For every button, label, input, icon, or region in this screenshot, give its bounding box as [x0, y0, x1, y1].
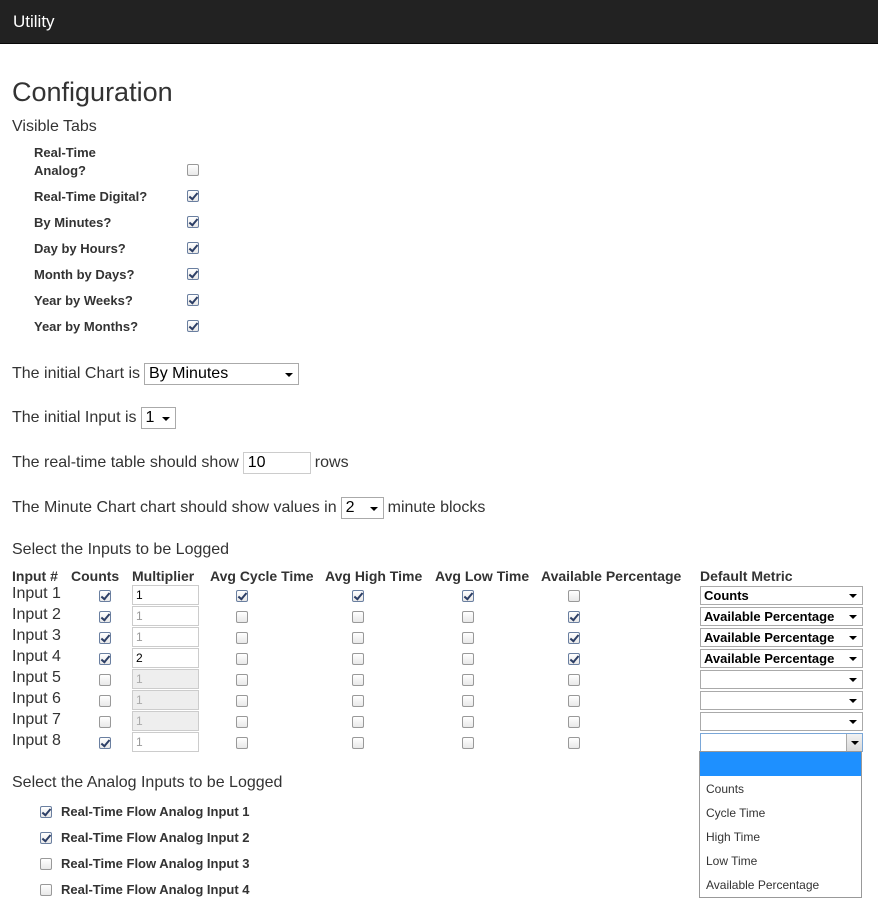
checkbox-analog-input-2[interactable] — [40, 832, 52, 844]
input-5-avg-low-time-checkbox[interactable] — [462, 674, 474, 686]
input-3-default-metric-value: Available Percentage — [704, 630, 835, 645]
input-2-counts-checkbox[interactable] — [99, 611, 111, 623]
column-header-avg-high-time: Avg High Time — [325, 568, 423, 584]
input-5-multiplier-field[interactable]: 1 — [132, 669, 199, 689]
input-3-avg-high-time-checkbox[interactable] — [352, 632, 364, 644]
analog-input-4-label: Real-Time Flow Analog Input 4 — [61, 882, 250, 897]
checkbox-analog-input-3[interactable] — [40, 858, 52, 870]
tab-label-line: Real-Time — [34, 145, 96, 160]
input-3-default-metric-select[interactable] — [700, 628, 863, 647]
chevron-down-icon — [849, 636, 857, 640]
input-3-label: Input 3 — [12, 627, 61, 644]
input-1-available-percentage-checkbox[interactable] — [568, 590, 580, 602]
input-6-avg-high-time-checkbox[interactable] — [352, 695, 364, 707]
initial-input-value: 1 — [145, 409, 155, 426]
chevron-down-icon — [849, 594, 857, 598]
checkbox-analog-input-4[interactable] — [40, 884, 52, 896]
column-header-default-metric: Default Metric — [700, 568, 793, 584]
input-4-available-percentage-checkbox[interactable] — [568, 653, 580, 665]
input-7-multiplier-field[interactable]: 1 — [132, 711, 199, 731]
input-7-avg-cycle-time-checkbox[interactable] — [236, 716, 248, 728]
input-2-label: Input 2 — [12, 606, 61, 623]
inputs-heading: Select the Inputs to be Logged — [12, 541, 230, 558]
input-5-avg-cycle-time-checkbox[interactable] — [236, 674, 248, 686]
initial-input-label: The initial Input is — [12, 409, 137, 426]
minute-chart-suffix: minute blocks — [387, 499, 486, 516]
metric-dropdown-list — [699, 751, 862, 898]
input-3-avg-low-time-checkbox[interactable] — [462, 632, 474, 644]
input-6-multiplier-field[interactable]: 1 — [132, 690, 199, 710]
input-1-multiplier-field[interactable]: 1 — [132, 585, 199, 605]
tab-label-by-minutes: By Minutes? — [34, 215, 112, 230]
chevron-down-icon — [851, 741, 859, 745]
input-5-label: Input 5 — [12, 669, 61, 686]
analog-heading: Select the Analog Inputs to be Logged — [12, 774, 283, 791]
dropdown-option-cycle-time[interactable]: Cycle Time — [706, 806, 766, 820]
input-6-avg-cycle-time-checkbox[interactable] — [236, 695, 248, 707]
initial-chart-select[interactable] — [144, 363, 299, 385]
minute-chart-row — [12, 497, 485, 519]
input-4-avg-cycle-time-checkbox[interactable] — [236, 653, 248, 665]
tab-label-year-by-weeks: Year by Weeks? — [34, 293, 133, 308]
input-5-avg-high-time-checkbox[interactable] — [352, 674, 364, 686]
input-1-counts-checkbox[interactable] — [99, 590, 111, 602]
chevron-down-icon — [285, 373, 293, 377]
input-7-default-metric-select[interactable] — [700, 712, 863, 731]
input-1-avg-low-time-checkbox[interactable] — [462, 590, 474, 602]
input-7-available-percentage-checkbox[interactable] — [568, 716, 580, 728]
input-1-label: Input 1 — [12, 585, 61, 602]
dropdown-option-counts[interactable]: Counts — [706, 782, 745, 796]
checkbox-realtime-analog[interactable] — [187, 164, 199, 176]
input-2-avg-low-time-checkbox[interactable] — [462, 611, 474, 623]
input-2-default-metric-value: Available Percentage — [704, 609, 835, 624]
input-6-avg-low-time-checkbox[interactable] — [462, 695, 474, 707]
input-2-avg-cycle-time-checkbox[interactable] — [236, 611, 248, 623]
input-4-label: Input 4 — [12, 648, 61, 665]
tab-label-day-by-hours: Day by Hours? — [34, 241, 126, 256]
column-header-multiplier: Multiplier — [132, 568, 195, 584]
chevron-down-icon — [849, 657, 857, 661]
column-header-avg-cycle-time: Avg Cycle Time — [210, 568, 314, 584]
input-4-counts-checkbox[interactable] — [99, 653, 111, 665]
input-8-multiplier-field[interactable]: 1 — [132, 732, 199, 752]
input-8-counts-checkbox[interactable] — [99, 737, 111, 749]
input-3-available-percentage-checkbox[interactable] — [568, 632, 580, 644]
minute-blocks-select[interactable] — [341, 497, 384, 519]
input-7-avg-high-time-checkbox[interactable] — [352, 716, 364, 728]
input-2-avg-high-time-checkbox[interactable] — [352, 611, 364, 623]
input-5-counts-checkbox[interactable] — [99, 674, 111, 686]
input-8-label: Input 8 — [12, 732, 61, 749]
initial-chart-row — [12, 363, 303, 385]
input-7-avg-low-time-checkbox[interactable] — [462, 716, 474, 728]
checkbox-day-by-hours[interactable] — [187, 242, 199, 254]
initial-input-select[interactable] — [141, 407, 176, 429]
input-5-default-metric-select[interactable] — [700, 670, 863, 689]
tab-label-year-by-months: Year by Months? — [34, 319, 139, 334]
page-title: Configuration — [12, 77, 173, 107]
initial-chart-label: The initial Chart is — [12, 365, 141, 382]
input-1-default-metric-value: Counts — [704, 588, 749, 603]
input-8-available-percentage-checkbox[interactable] — [568, 737, 580, 749]
dropdown-option-available-percentage[interactable]: Available Percentage — [706, 878, 820, 892]
dropdown-option-low-time[interactable]: Low Time — [706, 854, 758, 868]
dropdown-button[interactable] — [846, 734, 862, 751]
chevron-down-icon — [849, 615, 857, 619]
input-6-available-percentage-checkbox[interactable] — [568, 695, 580, 707]
input-8-avg-cycle-time-checkbox[interactable] — [236, 737, 248, 749]
input-1-default-metric-select[interactable] — [700, 586, 863, 605]
column-header-input: Input # — [12, 568, 58, 584]
input-3-avg-cycle-time-checkbox[interactable] — [236, 632, 248, 644]
input-6-default-metric-select[interactable] — [700, 691, 863, 710]
dropdown-option-high-time[interactable]: High Time — [706, 830, 761, 844]
tab-label-line: Analog? — [34, 163, 86, 178]
column-header-available-percentage: Available Percentage — [541, 568, 682, 584]
initial-chart-value: By Minutes — [149, 365, 229, 382]
realtime-rows-row — [12, 452, 349, 474]
dropdown-option-blank[interactable] — [700, 752, 861, 776]
tab-label-realtime-digital: Real-Time Digital? — [34, 189, 148, 204]
input-6-label: Input 6 — [12, 690, 61, 707]
checkbox-year-by-weeks[interactable] — [187, 294, 199, 306]
chevron-down-icon — [849, 720, 857, 724]
chevron-down-icon — [370, 507, 378, 511]
checkbox-by-minutes[interactable] — [187, 216, 199, 228]
minute-chart-label: The Minute Chart chart should show values in — [12, 499, 337, 516]
input-4-default-metric-value: Available Percentage — [704, 651, 835, 666]
input-8-default-metric-select[interactable] — [700, 733, 863, 752]
analog-input-1-label: Real-Time Flow Analog Input 1 — [61, 804, 250, 819]
input-6-counts-checkbox[interactable] — [99, 695, 111, 707]
input-7-label: Input 7 — [12, 711, 61, 728]
column-header-avg-low-time: Avg Low Time — [435, 568, 530, 584]
analog-input-2-label: Real-Time Flow Analog Input 2 — [61, 830, 250, 845]
brand-link[interactable]: Utility — [13, 11, 55, 31]
checkbox-realtime-digital[interactable] — [187, 190, 199, 202]
realtime-rows-label: The real-time table should show — [12, 454, 239, 471]
chevron-down-icon — [849, 699, 857, 703]
input-1-avg-cycle-time-checkbox[interactable] — [236, 590, 248, 602]
analog-input-3-label: Real-Time Flow Analog Input 3 — [61, 856, 250, 871]
input-4-default-metric-select[interactable] — [700, 649, 863, 668]
chevron-down-icon — [162, 417, 170, 421]
input-5-available-percentage-checkbox[interactable] — [568, 674, 580, 686]
minute-blocks-value: 2 — [345, 499, 355, 516]
input-3-multiplier-field[interactable]: 1 — [132, 627, 199, 647]
tab-label-realtime-analog — [34, 144, 96, 180]
input-2-default-metric-select[interactable] — [700, 607, 863, 626]
realtime-rows-suffix: rows — [314, 454, 349, 471]
initial-input-row — [12, 407, 180, 429]
chevron-down-icon — [849, 678, 857, 682]
column-header-counts: Counts — [71, 568, 120, 584]
input-4-avg-low-time-checkbox[interactable] — [462, 653, 474, 665]
input-2-multiplier-field[interactable]: 1 — [132, 606, 199, 626]
input-2-available-percentage-checkbox[interactable] — [568, 611, 580, 623]
input-4-avg-high-time-checkbox[interactable] — [352, 653, 364, 665]
input-8-avg-low-time-checkbox[interactable] — [462, 737, 474, 749]
tab-label-month-by-days: Month by Days? — [34, 267, 135, 282]
checkbox-year-by-months[interactable] — [187, 320, 199, 332]
input-3-counts-checkbox[interactable] — [99, 632, 111, 644]
checkbox-month-by-days[interactable] — [187, 268, 199, 280]
visible-tabs-heading: Visible Tabs — [12, 118, 97, 135]
checkbox-analog-input-1[interactable] — [40, 806, 52, 818]
input-4-multiplier-field[interactable]: 2 — [132, 648, 199, 668]
input-8-avg-high-time-checkbox[interactable] — [352, 737, 364, 749]
navbar — [0, 0, 878, 44]
input-7-counts-checkbox[interactable] — [99, 716, 111, 728]
realtime-rows-input[interactable]: 10 — [243, 452, 311, 474]
input-1-avg-high-time-checkbox[interactable] — [352, 590, 364, 602]
